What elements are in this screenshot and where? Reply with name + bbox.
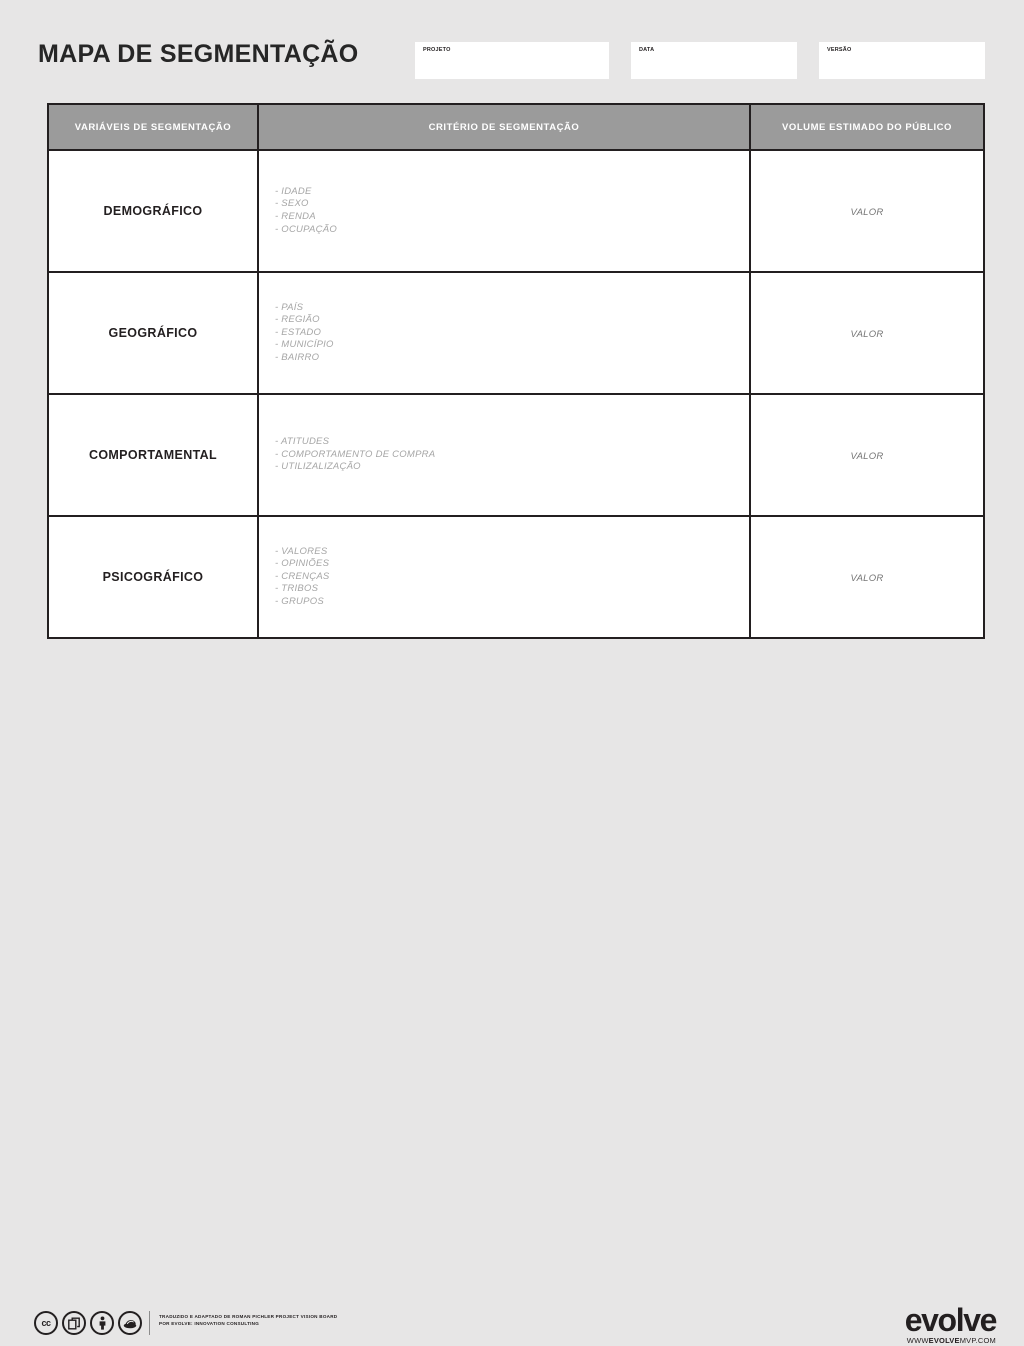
brand-name: evolve — [904, 1302, 996, 1338]
page-header — [0, 0, 1024, 96]
table-row — [48, 394, 984, 516]
data-input[interactable] — [638, 56, 790, 75]
volume-input[interactable] — [751, 207, 983, 218]
criteria-item: - IDADE — [275, 185, 312, 197]
criteria-cell-geografico — [258, 272, 750, 394]
variable-name-geografico: GEOGRÁFICO — [48, 272, 258, 394]
footer-divider — [149, 1311, 150, 1335]
criteria-item: - OPINIÕES — [275, 558, 330, 570]
criteria-item: - SEXO — [275, 198, 309, 210]
criteria-item: - VALORES — [275, 545, 328, 557]
segmentation-table — [47, 103, 985, 639]
criteria-item: - ATITUDES — [275, 436, 330, 448]
volume-cell-geografico[interactable] — [750, 272, 984, 394]
page-footer — [0, 650, 1024, 1345]
variable-name-demografico: DEMOGRÁFICO — [48, 150, 258, 272]
versao-label: VERSÃO — [827, 47, 852, 53]
criteria-item: - TRIBOS — [275, 583, 319, 595]
criteria-item: - COMPORTAMENTO DE COMPRA — [275, 448, 436, 460]
brand-url-prefix: WWW — [906, 1336, 929, 1345]
attribution-line-2: POR EVOLVE: INNOVATION CONSULTING — [159, 1320, 260, 1326]
projeto-input[interactable] — [422, 56, 602, 75]
criteria-item: - ESTADO — [275, 326, 322, 338]
criteria-item: - MUNICÍPIO — [275, 339, 334, 351]
creative-commons-icon — [34, 1311, 58, 1335]
non-commercial-icon — [118, 1311, 142, 1335]
brand-url-suffix: MVP.COM — [959, 1336, 996, 1345]
criteria-item: - REGIÃO — [275, 314, 320, 326]
criteria-list — [275, 302, 749, 365]
volume-cell-demografico[interactable] — [750, 150, 984, 272]
criteria-cell-psicografico — [258, 516, 750, 638]
attribution-text — [159, 1314, 337, 1327]
volume-cell-psicografico[interactable] — [750, 516, 984, 638]
criteria-item: - RENDA — [275, 211, 316, 222]
page-title: MAPA DE SEGMENTAÇÃO — [38, 40, 359, 68]
creative-commons-glyph: cc — [41, 1317, 51, 1328]
data-label: DATA — [639, 47, 655, 53]
meta-fields-group — [415, 42, 985, 79]
brand-logo — [904, 1302, 996, 1346]
criteria-item: - BAIRRO — [275, 351, 320, 363]
volume-input[interactable] — [751, 451, 983, 462]
brand-url — [905, 1336, 996, 1346]
volume-input[interactable] — [751, 329, 983, 340]
criteria-cell-comportamental — [258, 394, 750, 516]
table-row — [48, 150, 984, 272]
table-header-row — [48, 104, 984, 150]
variable-name-comportamental: COMPORTAMENTAL — [48, 394, 258, 516]
variable-name-psicografico: PSICOGRÁFICO — [48, 516, 258, 638]
criteria-item: - GRUPOS — [275, 595, 324, 607]
attribution-line-1: TRADUZIDO E ADAPTADO DE ROMAN PICHLER PROJECT VISION BOARD — [159, 1314, 338, 1319]
versao-input[interactable] — [826, 56, 978, 75]
criteria-item: - OCUPAÇÃO — [275, 223, 337, 235]
table-row — [48, 272, 984, 394]
license-icons-group — [34, 1311, 142, 1335]
versao-field[interactable] — [819, 42, 985, 79]
criteria-item: - PAÍS — [275, 301, 304, 313]
header-variables: VARIÁVEIS DE SEGMENTAÇÃO — [48, 104, 258, 150]
criteria-list — [275, 186, 749, 236]
volume-input[interactable] — [751, 573, 983, 584]
projeto-label: PROJETO — [423, 47, 451, 53]
criteria-list — [275, 546, 749, 609]
criteria-item: - UTILIZALIZAÇÃO — [275, 461, 361, 473]
header-volume: VOLUME ESTIMADO DO PÚBLICO — [750, 104, 984, 150]
criteria-cell-demografico — [258, 150, 750, 272]
table-row — [48, 516, 984, 638]
share-alike-icon — [62, 1311, 86, 1335]
header-criteria: CRITÉRIO DE SEGMENTAÇÃO — [258, 104, 750, 150]
criteria-item: - CRENÇAS — [275, 570, 330, 582]
criteria-list — [275, 436, 749, 474]
brand-url-mid: EVOLVE — [928, 1336, 960, 1345]
projeto-field[interactable] — [415, 42, 609, 79]
data-field[interactable] — [631, 42, 797, 79]
table-body — [48, 150, 984, 638]
attribution-icon — [90, 1311, 114, 1335]
table-head — [48, 104, 984, 150]
volume-cell-comportamental[interactable] — [750, 394, 984, 516]
